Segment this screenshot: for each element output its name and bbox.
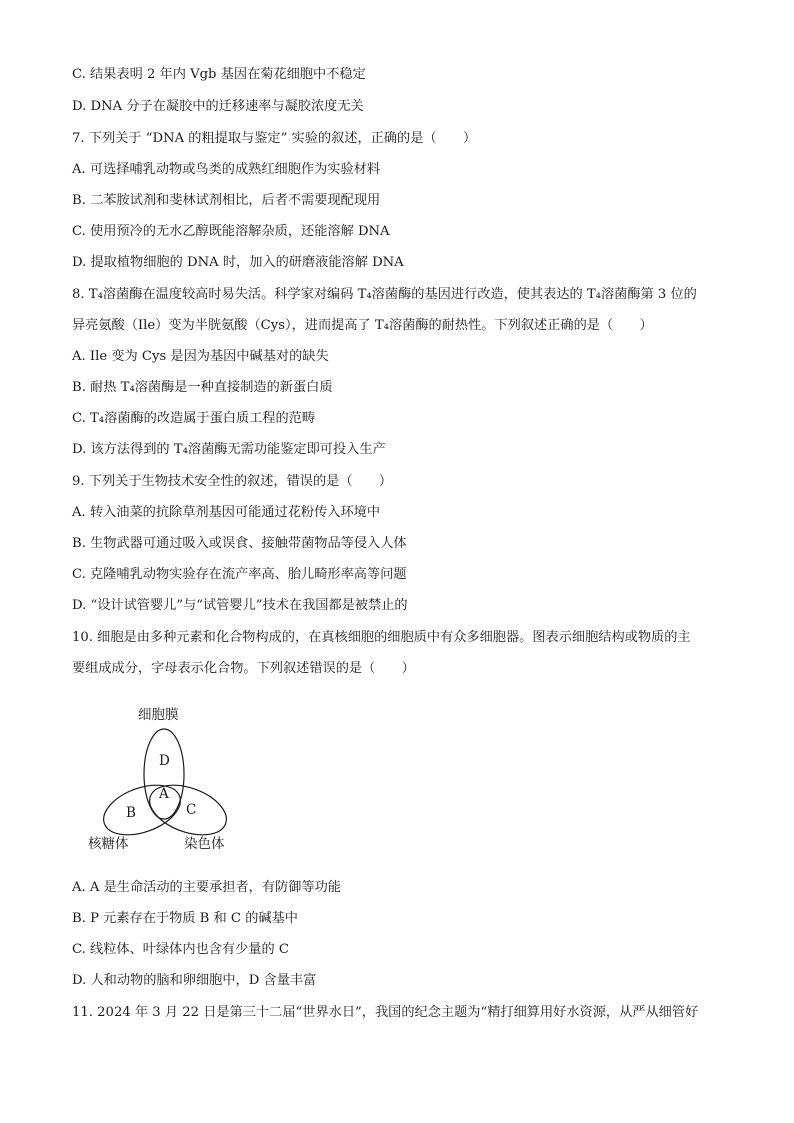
q7-option-c: C. 使用预冷的无水乙醇既能溶解杂质，还能溶解 DNA	[72, 224, 390, 239]
q10-option-a: A. A 是生命活动的主要承担者，有防御等功能	[72, 880, 341, 895]
q8-option-d: D. 该方法得到的 T₄溶菌酶无需功能鉴定即可投入生产	[72, 442, 386, 457]
q9-option-c: C. 克隆哺乳动物实验存在流产率高、胎儿畸形率高等问题	[72, 567, 407, 582]
q10-stem-line1: 10. 细胞是由多种元素和化合物构成的，在真核细胞的细胞质中有众多细胞器。图表示细胞结构或物质的主	[72, 630, 691, 645]
letter-d: D	[159, 753, 170, 769]
q9-option-b: B. 生物武器可通过吸入或误食、接触带菌物品等侵入人体	[72, 536, 407, 551]
q7-option-d: D. 提取植物细胞的 DNA 时，加入的研磨液能溶解 DNA	[72, 255, 404, 270]
label-chromosome: 染色体	[184, 836, 225, 852]
ellipse-ribosome	[97, 776, 187, 845]
q10-option-c: C. 线粒体、叶绿体内也含有少量的 C	[72, 942, 289, 957]
label-ribosome: 核糖体	[88, 836, 129, 852]
q9-option-a: A. 转入油菜的抗除草剂基因可能通过花粉传入环境中	[72, 505, 381, 520]
letter-c: C	[186, 802, 197, 818]
q10-stem-line2: 要组成成分，字母表示化合物。下列叙述错误的是（ ）	[72, 661, 415, 676]
venn-diagram	[80, 700, 250, 860]
q7-option-b: B. 二苯胺试剂和斐林试剂相比，后者不需要现配现用	[72, 193, 381, 208]
q7-stem: 7. 下列关于 “DNA 的粗提取与鉴定” 实验的叙述，正确的是（ ）	[72, 131, 477, 146]
q8-option-c: C. T₄溶菌酶的改造属于蛋白质工程的范畴	[72, 411, 316, 426]
letter-a: A	[159, 786, 169, 802]
q6-option-c: C. 结果表明 2 年内 Vgb 基因在菊花细胞中不稳定	[72, 67, 366, 82]
q10-option-d: D. 人和动物的脑和卵细胞中，D 含量丰富	[72, 973, 317, 988]
letter-b: B	[126, 805, 136, 821]
q6-option-d: D. DNA 分子在凝胶中的迁移速率与凝胶浓度无关	[72, 99, 364, 114]
q8-option-a: A. Ile 变为 Cys 是因为基因中碱基对的缺失	[72, 349, 329, 364]
q8-stem-line1: 8. T₄溶菌酶在温度较高时易失活。科学家对编码 T₄溶菌酶的基因进行改造，使其表达的 T₄溶菌酶第 3 位的	[72, 287, 697, 302]
q7-option-a: A. 可选择哺乳动物或鸟类的成熟红细胞作为实验材料	[72, 162, 381, 177]
q9-option-d: D. “设计试管婴儿”与“试管婴儿”技术在我国都是被禁止的	[72, 598, 408, 613]
q8-stem-line2: 异亮氨酸（Ile）变为半胱氨酸（Cys），进而提高了 T₄溶菌酶的耐热性。下列叙述正确的是（ ）	[72, 318, 653, 333]
label-cell-membrane: 细胞膜	[138, 707, 179, 723]
q11-stem-line1: 11. 2024 年 3 月 22 日是第三十二届“世界水日”，我国的纪念主题为“精打细算用好水资源，从严从细管好	[72, 1005, 699, 1020]
q8-option-b: B. 耐热 T₄溶菌酶是一种直接制造的新蛋白质	[72, 380, 333, 395]
q9-stem: 9. 下列关于生物技术安全性的叙述，错误的是（ ）	[72, 474, 393, 489]
q10-option-b: B. P 元素存在于物质 B 和 C 的碱基中	[72, 911, 298, 926]
venn-diagram-svg	[80, 700, 250, 860]
